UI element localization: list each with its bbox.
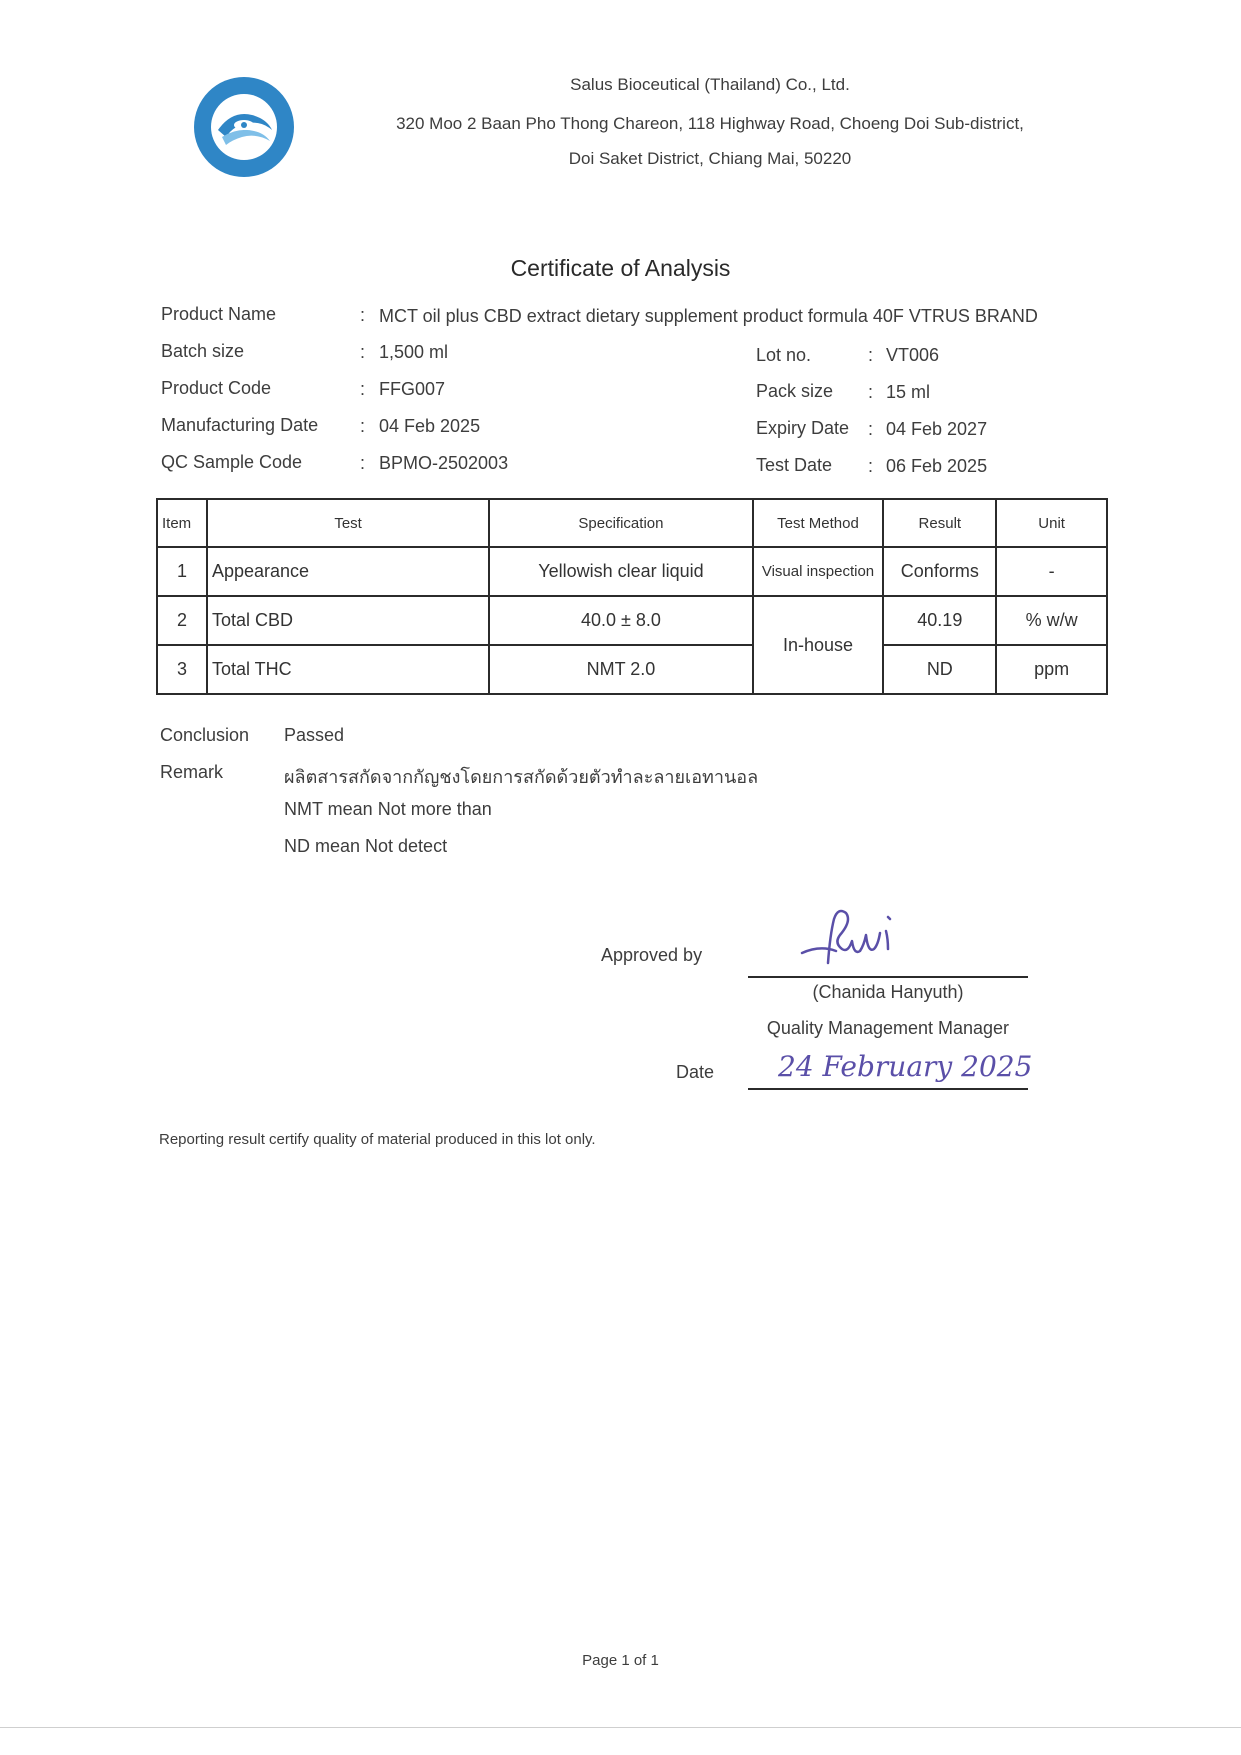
remark-line: NMT mean Not more than xyxy=(284,799,492,819)
expiry-date-label: Expiry Date xyxy=(756,418,850,438)
lot-no-label: Lot no. xyxy=(756,345,812,365)
header-specification: Specification xyxy=(489,499,752,547)
conclusion-value: Passed xyxy=(284,725,345,745)
cell-item: 1 xyxy=(157,547,207,596)
handwritten-date: 24 February 2025 xyxy=(778,1050,1033,1083)
colon: : xyxy=(868,382,874,402)
table-row xyxy=(157,547,1107,596)
remark-line: ND mean Not detect xyxy=(284,836,448,856)
signature xyxy=(790,905,940,975)
lot-no-value: VT006 xyxy=(886,345,940,365)
cell-method: In-house xyxy=(753,596,884,694)
disclaimer: Reporting result certify quality of material produced in this lot only. xyxy=(159,1131,596,1148)
product-name-label: Product Name xyxy=(161,304,277,324)
company-logo xyxy=(192,75,296,179)
cell-spec: 40.0 ± 8.0 xyxy=(489,596,752,645)
batch-size-label: Batch size xyxy=(161,341,245,361)
qc-sample-code-label: QC Sample Code xyxy=(161,452,303,472)
company-address-line2: Doi Saket District, Chiang Mai, 50220 xyxy=(568,149,852,168)
company-address-line1: 320 Moo 2 Baan Pho Thong Chareon, 118 Highway Road, Choeng Doi Sub-district, xyxy=(396,114,1024,133)
page-number: Page 1 of 1 xyxy=(582,1652,659,1669)
cell-test: Total CBD xyxy=(207,596,489,645)
cell-unit: % w/w xyxy=(996,596,1107,645)
colon: : xyxy=(868,456,874,476)
pack-size-value: 15 ml xyxy=(886,382,931,402)
header-item: Item xyxy=(157,499,207,547)
company-name: Salus Bioceutical (Thailand) Co., Ltd. xyxy=(570,75,850,94)
results-table xyxy=(156,498,1108,695)
test-date-label: Test Date xyxy=(756,455,833,475)
cell-item: 3 xyxy=(157,645,207,694)
colon: : xyxy=(360,342,366,362)
colon: : xyxy=(868,345,874,365)
table-header-row xyxy=(157,499,1107,547)
expiry-date-value: 04 Feb 2027 xyxy=(886,419,988,439)
colon: : xyxy=(360,416,366,436)
header-result: Result xyxy=(883,499,996,547)
pack-size-label: Pack size xyxy=(756,381,834,401)
test-date-value: 06 Feb 2025 xyxy=(886,456,988,476)
colon: : xyxy=(360,305,366,325)
qc-sample-code-value: BPMO-2502003 xyxy=(379,453,509,473)
header-unit: Unit xyxy=(996,499,1107,547)
table-row xyxy=(157,645,1107,694)
product-code-label: Product Code xyxy=(161,378,272,398)
date-line xyxy=(748,1088,1028,1090)
remark-line: ผลิตสารสกัดจากกัญชงโดยการสกัดด้วยตัวทำละลายเอทานอล xyxy=(284,767,759,787)
colon: : xyxy=(360,453,366,473)
cell-spec: NMT 2.0 xyxy=(489,645,752,694)
approver-position: Quality Management Manager xyxy=(766,1018,1010,1038)
document-title: Certificate of Analysis xyxy=(510,255,731,281)
colon: : xyxy=(868,419,874,439)
manufacturing-date-value: 04 Feb 2025 xyxy=(379,416,481,436)
remark-label: Remark xyxy=(160,762,224,782)
cell-result: Conforms xyxy=(883,547,996,596)
date-label: Date xyxy=(676,1062,715,1082)
product-code-value: FFG007 xyxy=(379,379,446,399)
cell-spec: Yellowish clear liquid xyxy=(489,547,752,596)
cell-unit: - xyxy=(996,547,1107,596)
signature-line xyxy=(748,976,1028,978)
scan-edge-line xyxy=(0,1727,1241,1728)
colon: : xyxy=(360,379,366,399)
cell-test: Appearance xyxy=(207,547,489,596)
cell-result: ND xyxy=(883,645,996,694)
approved-by-label: Approved by xyxy=(601,945,703,965)
cell-test: Total THC xyxy=(207,645,489,694)
cell-method: Visual inspection xyxy=(753,547,884,596)
header-test: Test xyxy=(207,499,489,547)
batch-size-value: 1,500 ml xyxy=(379,342,449,362)
manufacturing-date-label: Manufacturing Date xyxy=(161,415,319,435)
header-test-method: Test Method xyxy=(753,499,884,547)
approver-name: (Chanida Hanyuth) xyxy=(812,982,964,1002)
cell-item: 2 xyxy=(157,596,207,645)
cell-result: 40.19 xyxy=(883,596,996,645)
table-row xyxy=(157,596,1107,645)
cell-unit: ppm xyxy=(996,645,1107,694)
conclusion-label: Conclusion xyxy=(160,725,250,745)
product-name-value: MCT oil plus CBD extract dietary supplement product formula 40F VTRUS BRAND xyxy=(379,306,1038,326)
